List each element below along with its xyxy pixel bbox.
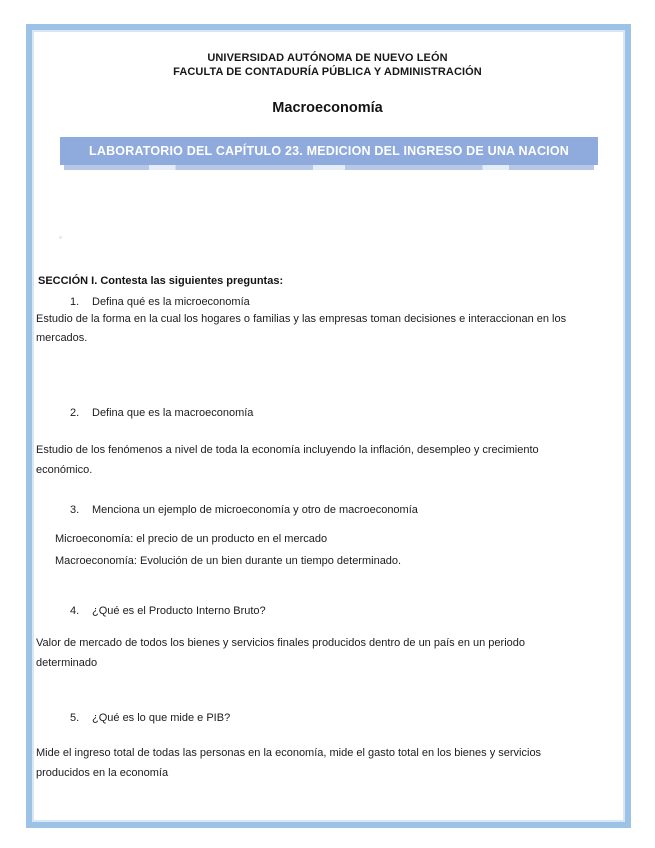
question-5-number: 5.: [70, 712, 80, 724]
answer-2: [36, 440, 628, 480]
answer-2-line-2: económico.: [36, 464, 93, 476]
banner-shadow-edge: [64, 165, 594, 170]
answer-4-line-1: Valor de mercado de todos los bienes y servicios finales producidos dentro de un país en un periodo: [36, 637, 525, 649]
answer-1: [36, 310, 628, 348]
answer-5: [36, 743, 628, 783]
question-2: [70, 407, 253, 419]
question-4: [70, 605, 266, 617]
answer-3-macro: Macroeconomía: Evolución de un bien durante un tiempo determinado.: [55, 555, 402, 567]
question-5: [70, 712, 230, 724]
question-5-text: ¿Qué es lo que mide e PIB?: [92, 712, 231, 724]
section-heading: SECCIÓN I. Contesta las siguientes preguntas:: [38, 275, 284, 287]
course-title: Macroeconomía: [272, 100, 383, 116]
page-speck: [59, 236, 62, 239]
question-3: [70, 504, 418, 516]
question-1-number: 1.: [70, 296, 80, 308]
answer-1-line-1: Estudio de la forma en la cual los hogares o familias y las empresas toman decisiones e interaccionan en los: [36, 313, 567, 325]
question-3-number: 3.: [70, 504, 80, 516]
question-2-text: Defina que es la macroeconomía: [92, 407, 254, 419]
question-1-text: Defina qué es la microeconomía: [92, 296, 250, 308]
answer-5-line-1: Mide el ingreso total de todas las personas en la economía, mide el gasto total en los bienes y servicios: [36, 747, 542, 759]
question-2-number: 2.: [70, 407, 80, 419]
answer-3-micro: Microeconomía: el precio de un producto en el mercado: [55, 533, 328, 545]
answer-1-line-2: mercados.: [36, 332, 88, 344]
answer-5-line-2: producidos en la economía: [36, 767, 169, 779]
answer-2-line-1: Estudio de los fenómenos a nivel de toda la economía incluyendo la inflación, desempleo y crecimiento: [36, 444, 539, 456]
question-4-number: 4.: [70, 605, 80, 617]
answer-4-line-2: determinado: [36, 657, 98, 669]
question-4-text: ¿Qué es el Producto Interno Bruto?: [92, 605, 266, 617]
university-name: UNIVERSIDAD AUTÓNOMA DE NUEVO LEÓN: [207, 52, 448, 64]
question-3-text: Menciona un ejemplo de microeconomía y otro de macroeconomía: [92, 504, 418, 516]
question-1: [70, 296, 250, 308]
faculty-name: FACULTA DE CONTADURÍA PÚBLICA Y ADMINISTRACIÓN: [173, 66, 482, 78]
lab-title-banner: LABORATORIO DEL CAPÍTULO 23. MEDICION DEL INGRESO DE UNA NACION: [60, 137, 598, 165]
answer-4: [36, 633, 628, 673]
